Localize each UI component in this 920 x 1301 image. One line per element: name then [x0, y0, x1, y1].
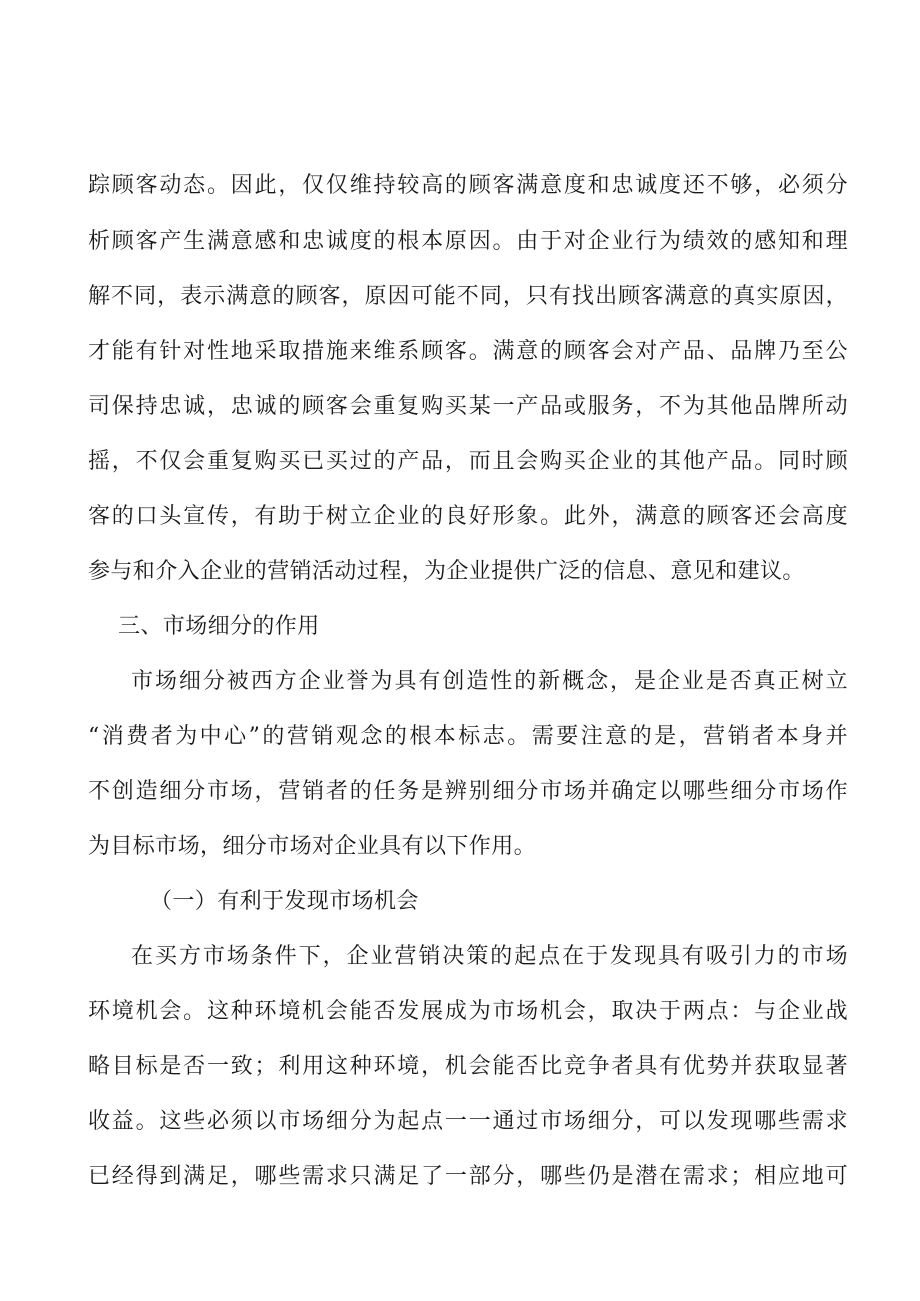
paragraph-line: 在买方市场条件下，企业营销决策的起点在于发现具有吸引力的市场: [131, 944, 848, 969]
paragraph-line: 收益。这些必须以市场细分为起点一一通过市场细分，可以发现哪些需求: [88, 1109, 848, 1134]
paragraph-line: 摇，不仅会重复购买已买过的产品，而且会购买企业的其他产品。同时顾: [88, 449, 848, 474]
paragraph-line: “消费者为中心”的营销观念的根本标志。需要注意的是，营销者本身并: [88, 724, 848, 749]
paragraph-line: 不创造细分市场，营销者的任务是辨别细分市场并确定以哪些细分市场作: [88, 779, 848, 804]
paragraph-line: 解不同，表示满意的顾客，原因可能不同，只有找出顾客满意的真实原因，: [88, 284, 848, 309]
paragraph-line: 客的口头宣传，有助于树立企业的良好形象。此外，满意的顾客还会高度: [88, 504, 848, 529]
subsection-heading: （一）有利于发现市场机会: [150, 889, 419, 914]
paragraph-line: 才能有针对性地采取措施来维系顾客。满意的顾客会对产品、品牌乃至公: [88, 339, 848, 364]
paragraph-line: 踪顾客动态。因此，仅仅维持较高的顾客满意度和忠诚度还不够，必须分: [88, 173, 848, 198]
paragraph-line: 参与和介入企业的营销活动过程，为企业提供广泛的信息、意见和建议。: [88, 559, 805, 584]
section-heading: 三、市场细分的作用: [118, 614, 320, 639]
paragraph-line: 已经得到满足，哪些需求只满足了一部分，哪些仍是潜在需求；相应地可: [88, 1164, 848, 1189]
paragraph-line: 市场细分被西方企业誉为具有创造性的新概念，是企业是否真正树立: [131, 669, 848, 694]
paragraph-line: 环境机会。这种环境机会能否发展成为市场机会，取决于两点：与企业战: [88, 999, 848, 1024]
paragraph-line: 司保持忠诚，忠诚的顾客会重复购买某一产品或服务，不为其他品牌所动: [88, 394, 848, 419]
paragraph-line: 析顾客产生满意感和忠诚度的根本原因。由于对企业行为绩效的感知和理: [88, 229, 848, 254]
paragraph-line: 略目标是否一致；利用这种环境，机会能否比竞争者具有优势并获取显著: [88, 1054, 848, 1079]
paragraph-line: 为目标市场，细分市场对企业具有以下作用。: [88, 834, 537, 859]
